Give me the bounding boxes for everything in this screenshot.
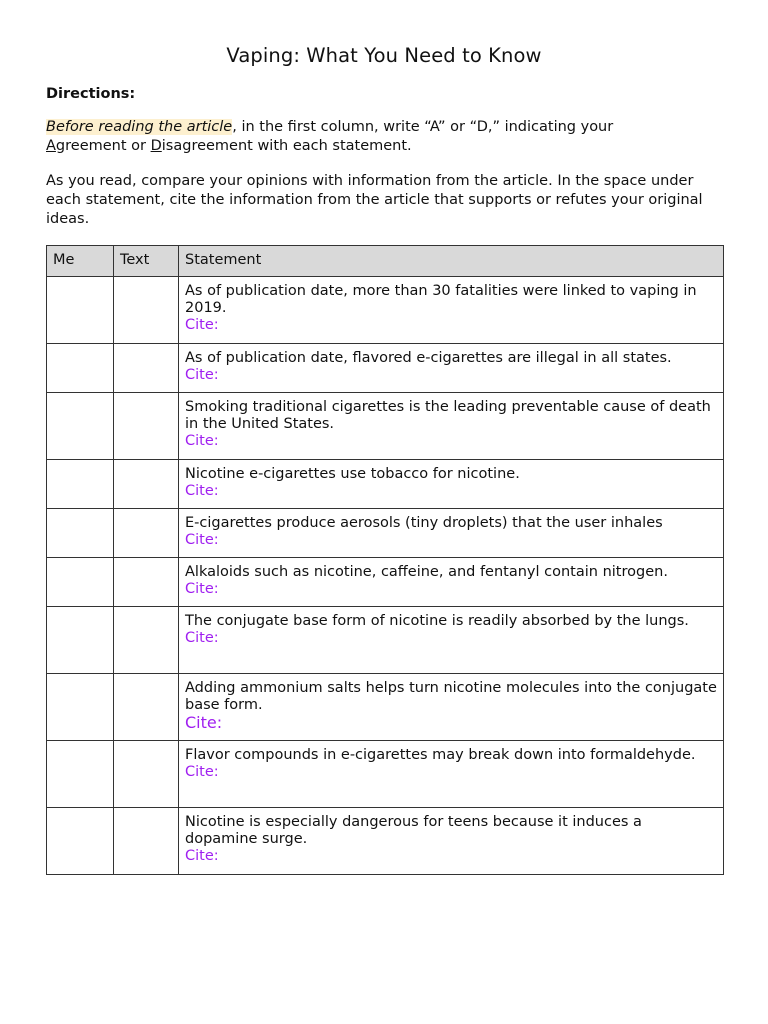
table-row: [47, 344, 724, 393]
table-header-row: [47, 246, 724, 277]
agree-letter: A: [46, 138, 56, 154]
page-title: Vaping: What You Need to Know: [226, 44, 542, 67]
table-row: [47, 277, 724, 344]
statement-text: Alkaloids such as nicotine, caffeine, and fentanyl contain nitrogen.: [185, 564, 668, 580]
statement-cell: [179, 509, 724, 558]
cite-label[interactable]: Cite:: [185, 630, 219, 646]
agree-rest: greement or: [55, 138, 151, 154]
text-answer-cell[interactable]: [114, 808, 179, 875]
statement-cell: [179, 741, 724, 808]
statement-text: Flavor compounds in e-cigarettes may break down into formaldehyde.: [185, 747, 696, 763]
table-row: [47, 674, 724, 741]
table-row: [47, 808, 724, 875]
cite-label[interactable]: Cite:: [185, 433, 219, 449]
text-answer-cell[interactable]: [114, 674, 179, 741]
text-answer-cell[interactable]: [114, 393, 179, 460]
instruction-paragraph-2: As you read, compare your opinions with information from the article. In the space under each statement, cite the information from the article that supports or refutes your original ideas.: [46, 173, 703, 227]
me-answer-cell[interactable]: [47, 558, 114, 607]
statement-text: The conjugate base form of nicotine is readily absorbed by the lungs.: [185, 613, 689, 629]
header-text: Text: [114, 246, 179, 277]
directions-label: Directions:: [46, 86, 136, 102]
text-answer-cell[interactable]: [114, 277, 179, 344]
statement-cell: [179, 808, 724, 875]
me-answer-cell[interactable]: [47, 674, 114, 741]
instruction-text: , in the first column, write “A” or “D,” indicating your: [232, 119, 614, 135]
text-answer-cell[interactable]: [114, 741, 179, 808]
highlighted-phrase: Before reading the article: [46, 119, 233, 135]
cite-label[interactable]: Cite:: [185, 764, 219, 780]
text-answer-cell[interactable]: [114, 509, 179, 558]
table-row: [47, 741, 724, 808]
cite-label[interactable]: Cite:: [185, 848, 219, 864]
statement-cell: [179, 558, 724, 607]
instruction-paragraph-1: [46, 118, 726, 156]
cite-label[interactable]: Cite:: [185, 367, 219, 383]
cite-label[interactable]: Cite:: [185, 317, 219, 333]
table-row: [47, 607, 724, 674]
me-answer-cell[interactable]: [47, 460, 114, 509]
statement-cell: [179, 607, 724, 674]
statement-text: E-cigarettes produce aerosols (tiny droplets) that the user inhales: [185, 515, 663, 531]
statement-text: As of publication date, flavored e-cigarettes are illegal in all states.: [185, 350, 672, 366]
me-answer-cell[interactable]: [47, 277, 114, 344]
header-statement: Statement: [179, 246, 724, 277]
statement-cell: [179, 393, 724, 460]
me-answer-cell[interactable]: [47, 344, 114, 393]
disagree-rest: isagreement with each statement.: [161, 138, 412, 154]
cite-label[interactable]: Cite:: [185, 713, 223, 732]
statement-text: Nicotine e-cigarettes use tobacco for nicotine.: [185, 466, 520, 482]
me-answer-cell[interactable]: [47, 393, 114, 460]
statement-text: Nicotine is especially dangerous for teens because it induces a dopamine surge.: [185, 814, 642, 847]
me-answer-cell[interactable]: [47, 808, 114, 875]
statement-cell: [179, 344, 724, 393]
text-answer-cell[interactable]: [114, 460, 179, 509]
cite-label[interactable]: Cite:: [185, 483, 219, 499]
text-answer-cell[interactable]: [114, 558, 179, 607]
table-row: [47, 393, 724, 460]
table-row: [47, 558, 724, 607]
cite-label[interactable]: Cite:: [185, 532, 219, 548]
me-answer-cell[interactable]: [47, 607, 114, 674]
table-row: [47, 509, 724, 558]
me-answer-cell[interactable]: [47, 509, 114, 558]
text-answer-cell[interactable]: [114, 607, 179, 674]
statement-text: As of publication date, more than 30 fatalities were linked to vaping in 2019.: [185, 283, 697, 316]
anticipation-guide-table: [46, 245, 724, 875]
statement-text: Adding ammonium salts helps turn nicotine molecules into the conjugate base form.: [185, 680, 717, 713]
statement-cell: [179, 674, 724, 741]
statement-cell: [179, 277, 724, 344]
disagree-letter: D: [150, 138, 162, 154]
cite-label[interactable]: Cite:: [185, 581, 219, 597]
header-me: Me: [47, 246, 114, 277]
text-answer-cell[interactable]: [114, 344, 179, 393]
table-row: [47, 460, 724, 509]
statement-text: Smoking traditional cigarettes is the leading preventable cause of death in the United States.: [185, 399, 711, 432]
statement-cell: [179, 460, 724, 509]
me-answer-cell[interactable]: [47, 741, 114, 808]
